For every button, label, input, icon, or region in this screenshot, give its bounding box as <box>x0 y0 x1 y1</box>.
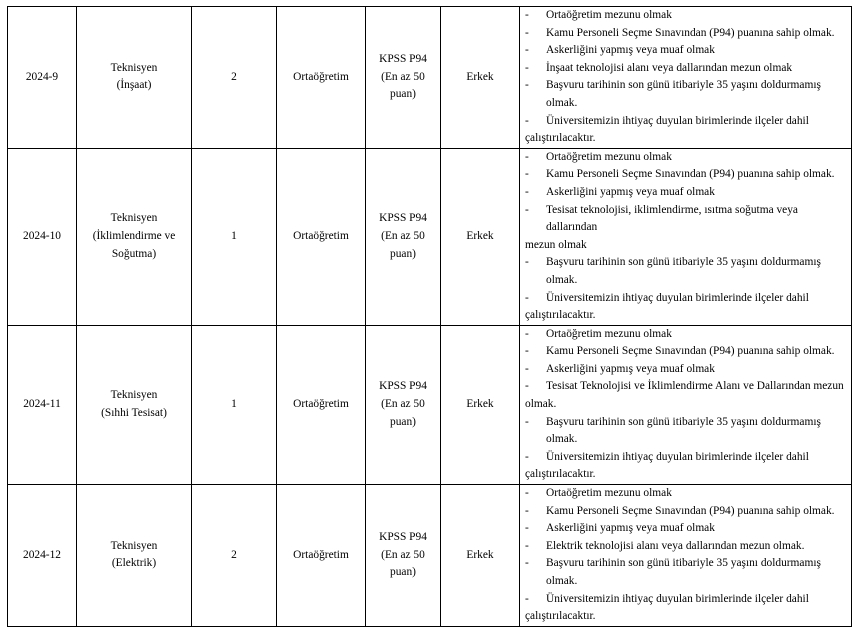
list-item: - Ortaöğretim mezunu olmak <box>525 326 849 344</box>
position-count: 1 <box>192 325 277 484</box>
education-level: Ortaöğretim <box>277 148 366 325</box>
list-item: - Tesisat Teknolojisi ve İklimlendirme Alanı ve Dallarından mezun olmak. <box>525 378 849 413</box>
exam-requirement: KPSS P94 (En az 50 puan) <box>366 7 441 149</box>
gender: Erkek <box>441 325 520 484</box>
requirements-list <box>525 149 849 325</box>
list-item: - Kamu Personeli Seçme Sınavından (P94) puanına sahip olmak. <box>525 25 849 43</box>
list-item: - İnşaat teknolojisi alanı veya dallarından mezun olmak <box>525 60 849 78</box>
requirements-list <box>525 7 849 148</box>
table-row <box>8 325 852 484</box>
exam-requirement: KPSS P94 (En az 50 puan) <box>366 148 441 325</box>
list-item: - Üniversitemizin ihtiyaç duyulan birimlerinde ilçeler dahil çalıştırılacaktır. <box>525 290 849 325</box>
list-item: - Tesisat teknolojisi, iklimlendirme, ısıtma soğutma veya dallarından mezun olmak <box>525 202 849 255</box>
list-item: - Askerliğini yapmış veya muaf olmak <box>525 520 849 538</box>
requirements-cell <box>520 325 852 484</box>
requirements-list <box>525 485 849 626</box>
position-title: Teknisyen (İnşaat) <box>77 7 192 149</box>
list-item: - Ortaöğretim mezunu olmak <box>525 149 849 167</box>
list-item: - Kamu Personeli Seçme Sınavından (P94) puanına sahip olmak. <box>525 166 849 184</box>
list-item: - Başvuru tarihinin son günü itibariyle 35 yaşını doldurmamış olmak. <box>525 555 849 590</box>
list-item: - Ortaöğretim mezunu olmak <box>525 7 849 25</box>
list-item: - Kamu Personeli Seçme Sınavından (P94) puanına sahip olmak. <box>525 503 849 521</box>
education-level: Ortaöğretim <box>277 325 366 484</box>
table-row <box>8 485 852 627</box>
education-level: Ortaöğretim <box>277 7 366 149</box>
table-row <box>8 148 852 325</box>
list-item: - Üniversitemizin ihtiyaç duyulan birimlerinde ilçeler dahil çalıştırılacaktır. <box>525 113 849 148</box>
position-code: 2024-12 <box>8 485 77 627</box>
list-item: - Elektrik teknolojisi alanı veya dallarından mezun olmak. <box>525 538 849 556</box>
table-row <box>8 7 852 149</box>
requirements-cell <box>520 148 852 325</box>
gender: Erkek <box>441 7 520 149</box>
list-item: - Başvuru tarihinin son günü itibariyle 35 yaşını doldurmamış olmak. <box>525 254 849 289</box>
list-item: - Askerliğini yapmış veya muaf olmak <box>525 42 849 60</box>
gender: Erkek <box>441 148 520 325</box>
gender: Erkek <box>441 485 520 627</box>
list-item: - Başvuru tarihinin son günü itibariyle 35 yaşını doldurmamış olmak. <box>525 77 849 112</box>
list-item: - Üniversitemizin ihtiyaç duyulan birimlerinde ilçeler dahil çalıştırılacaktır. <box>525 449 849 484</box>
position-count: 1 <box>192 148 277 325</box>
position-code: 2024-11 <box>8 325 77 484</box>
list-item: - Ortaöğretim mezunu olmak <box>525 485 849 503</box>
position-title: Teknisyen (İklimlendirme ve Soğutma) <box>77 148 192 325</box>
list-item: - Üniversitemizin ihtiyaç duyulan birimlerinde ilçeler dahil çalıştırılacaktır. <box>525 591 849 626</box>
position-code: 2024-10 <box>8 148 77 325</box>
position-count: 2 <box>192 485 277 627</box>
position-title: Teknisyen (Elektrik) <box>77 485 192 627</box>
position-code: 2024-9 <box>8 7 77 149</box>
exam-requirement: KPSS P94 (En az 50 puan) <box>366 485 441 627</box>
list-item: - Askerliğini yapmış veya muaf olmak <box>525 361 849 379</box>
list-item: - Başvuru tarihinin son günü itibariyle 35 yaşını doldurmamış olmak. <box>525 414 849 449</box>
exam-requirement: KPSS P94 (En az 50 puan) <box>366 325 441 484</box>
position-count: 2 <box>192 7 277 149</box>
requirements-cell <box>520 485 852 627</box>
list-item: - Kamu Personeli Seçme Sınavından (P94) puanına sahip olmak. <box>525 343 849 361</box>
positions-table <box>7 6 852 627</box>
education-level: Ortaöğretim <box>277 485 366 627</box>
list-item: - Askerliğini yapmış veya muaf olmak <box>525 184 849 202</box>
requirements-cell <box>520 7 852 149</box>
position-title: Teknisyen (Sıhhi Tesisat) <box>77 325 192 484</box>
requirements-list <box>525 326 849 484</box>
